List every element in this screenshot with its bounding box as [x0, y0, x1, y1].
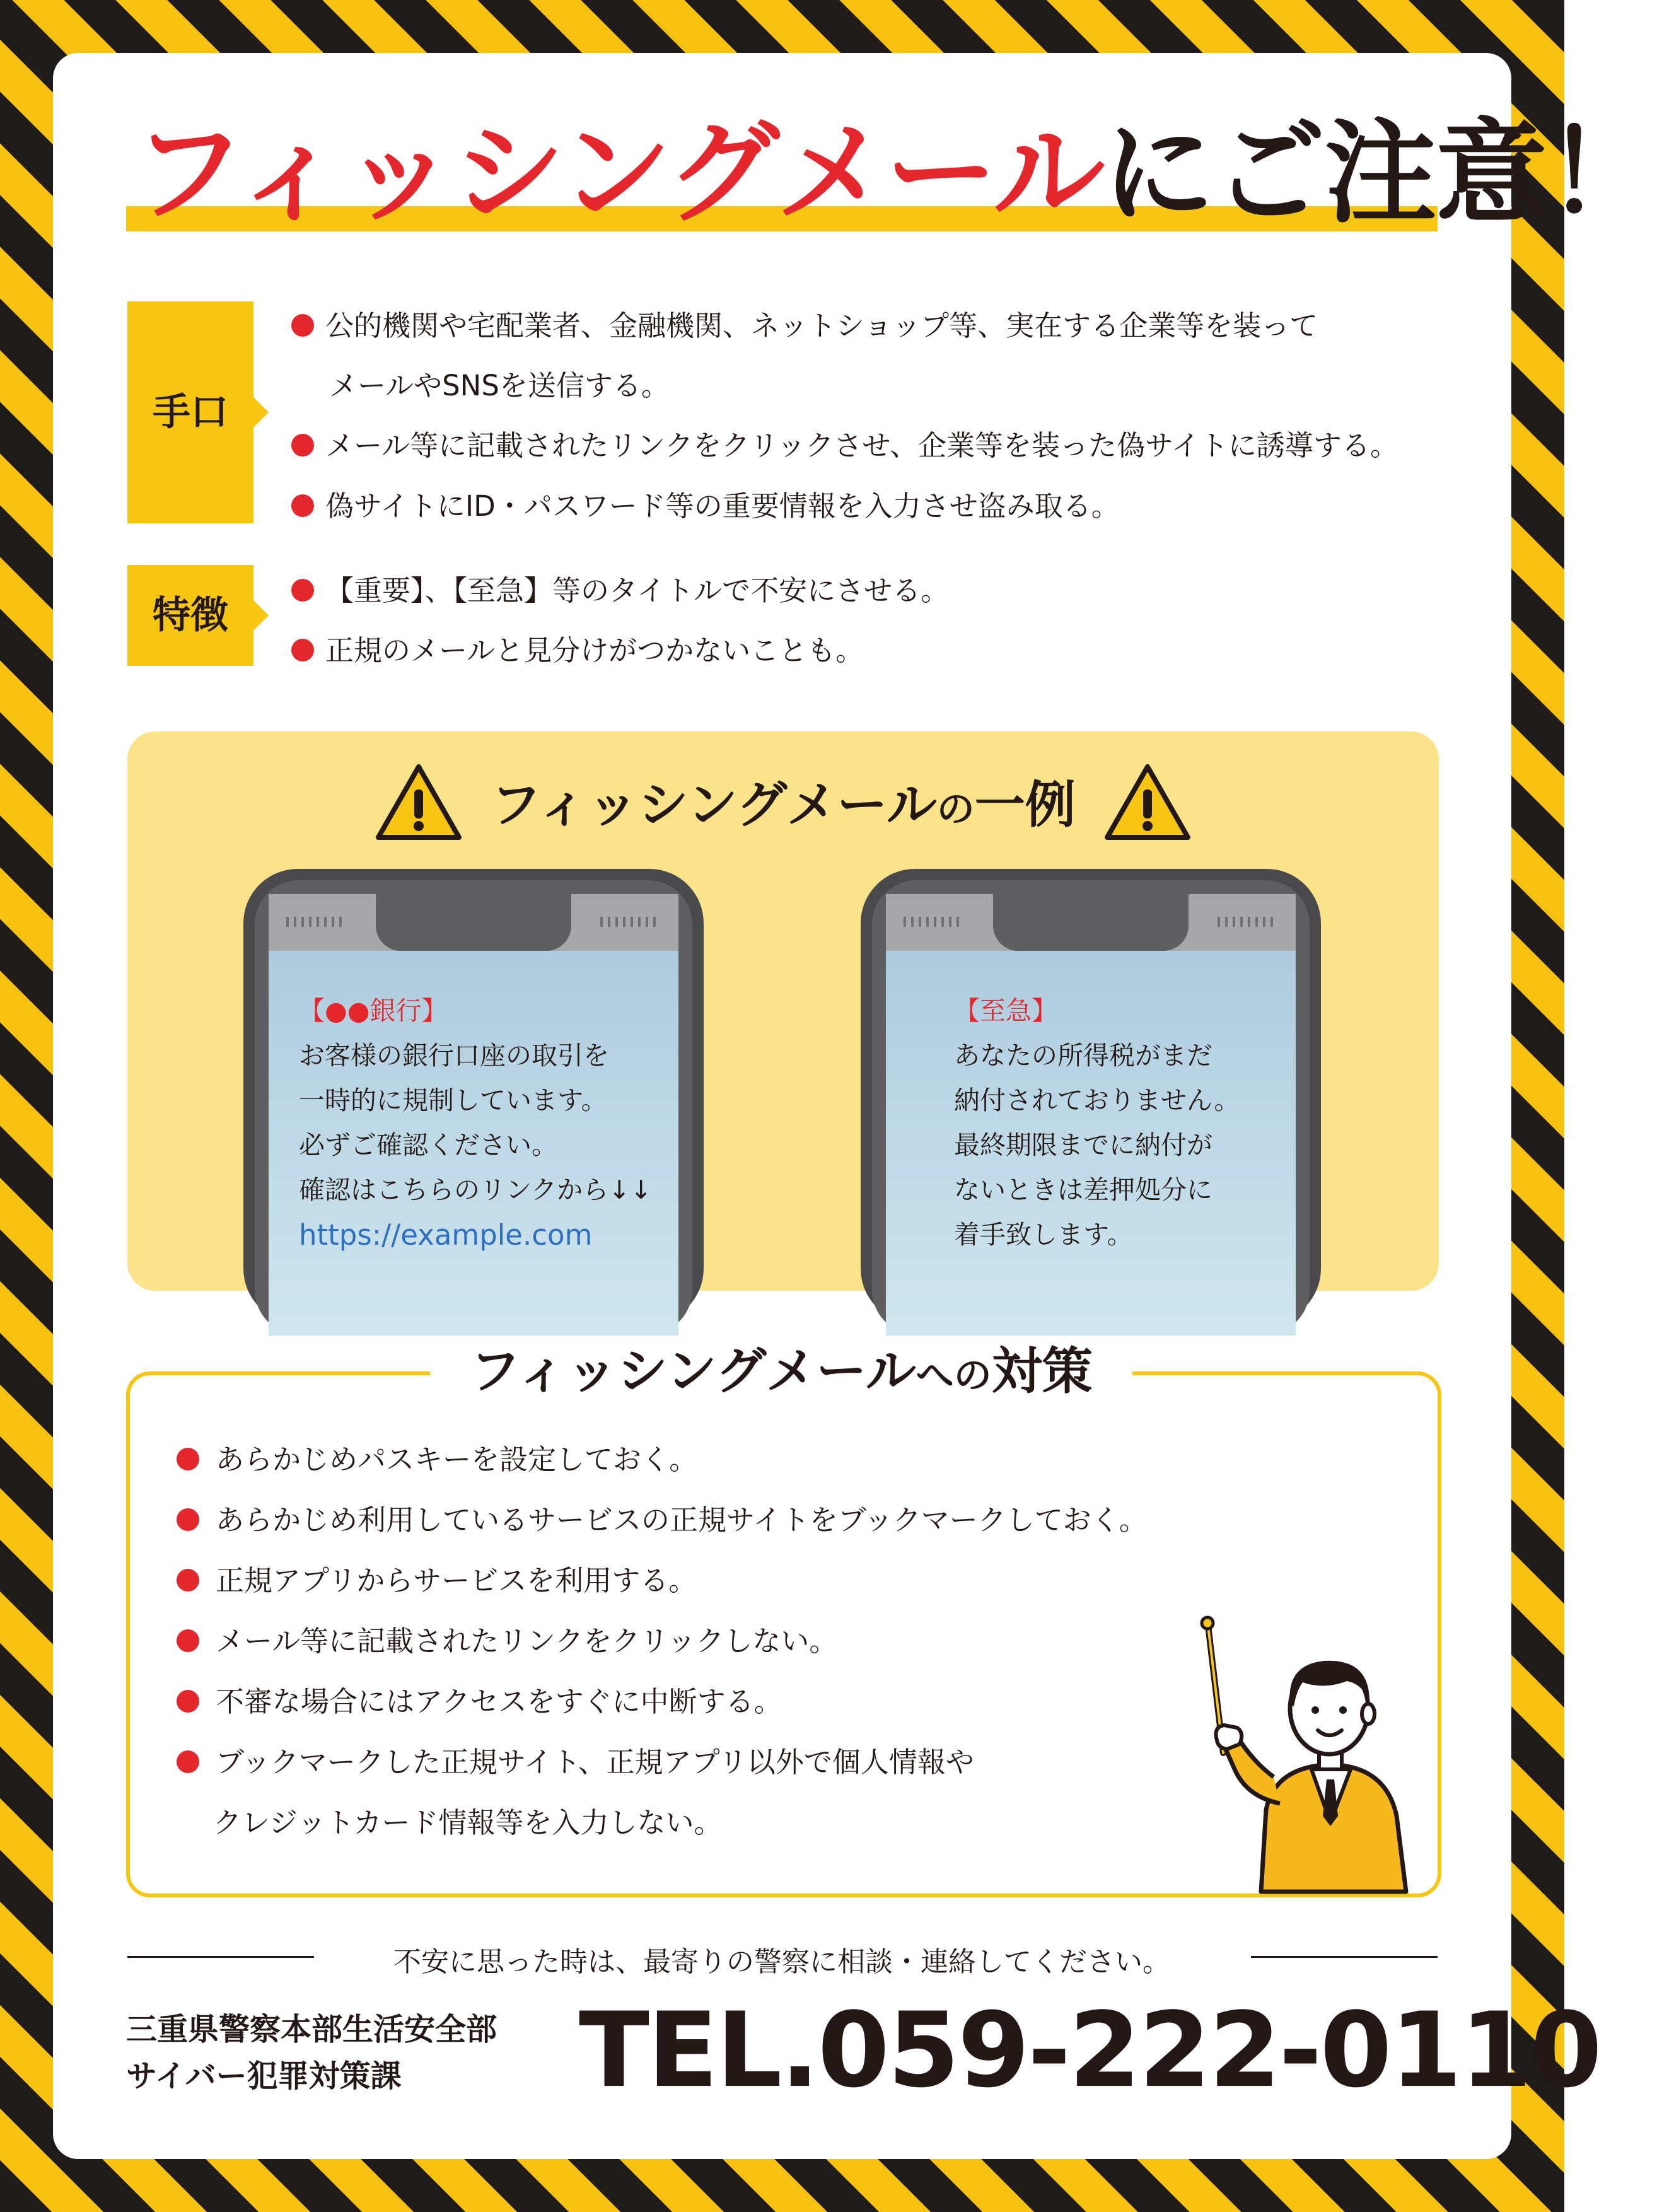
- page-title: [132, 104, 1657, 243]
- tactics-label: 手口: [127, 301, 253, 523]
- speaker-grille: [1218, 917, 1278, 927]
- countermeasure-item: 正規アプリからサービスを利用する。: [177, 1557, 697, 1598]
- tactics-item-1-cont: メールやSNSを送信する。: [329, 369, 670, 402]
- footer-rule-left: [127, 1956, 314, 1958]
- bullet-dot: [291, 579, 314, 602]
- tactics-item-1: 公的機関や宅配業者、金融機関、ネットショップ等、実在する企業等を装って: [291, 303, 1318, 344]
- phone-screen: [269, 894, 678, 1336]
- phone-example-bank: [243, 869, 704, 1323]
- tactics-item-2: メール等に記載されたリンクをクリックさせ、企業等を装った偽サイトに誘導する。: [291, 422, 1398, 463]
- phone-notch: [993, 894, 1189, 951]
- department-line-1: 三重県警察本部生活安全部: [126, 2011, 497, 2047]
- speaker-grille: [904, 917, 964, 927]
- bullet-dot: [177, 1750, 199, 1773]
- features-item-2: 正規のメールと見分けがつかないことも。: [291, 627, 864, 668]
- phone-number[interactable]: TEL.059-222-0110: [579, 1990, 1600, 2110]
- message-tag: 【至急】: [954, 996, 1057, 1026]
- features-item-1: 【重要】、【至急】等のタイトルで不安にさせる。: [291, 568, 949, 608]
- countermeasure-item-cont: クレジットカード情報等を入力しない。: [213, 1806, 723, 1839]
- speaker-grille: [600, 917, 661, 927]
- department-line-2: サイバー犯罪対策課: [126, 2058, 402, 2094]
- tactics-item-3: 偽サイトにID・パスワード等の重要情報を入力させ盗み取る。: [291, 483, 1120, 524]
- phone-example-tax: [861, 869, 1321, 1323]
- businessman-illustration: [1185, 1614, 1412, 1892]
- bullet-dot: [177, 1448, 199, 1470]
- title-red-part: フィッシングメール: [132, 108, 1103, 238]
- countermeasure-item: メール等に記載されたリンクをクリックしない。: [177, 1618, 837, 1659]
- title-black-part: にご注意！: [1102, 108, 1657, 238]
- bullet-dot: [177, 1690, 199, 1713]
- phone-notch: [376, 894, 571, 951]
- countermeasure-item: ブックマークした正規サイト、正規アプリ以外で個人情報や: [177, 1739, 974, 1780]
- bullet-dot: [291, 314, 314, 337]
- bullet-dot: [177, 1569, 199, 1592]
- countermeasure-item: 不審な場合にはアクセスをすぐに中断する。: [177, 1679, 782, 1720]
- message-tag: 【●●銀行】: [299, 996, 448, 1026]
- footer-note: 不安に思った時は、最寄りの警察に相談・連絡してください。: [393, 1946, 1170, 1978]
- countermeasure-item: あらかじめ利用しているサービスの正規サイトをブックマークしておく。: [177, 1497, 1148, 1538]
- speaker-grille: [286, 917, 347, 927]
- bullet-dot: [291, 434, 314, 457]
- countermeasures-heading: フィッシングメールへの対策: [430, 1337, 1132, 1406]
- bullet-dot: [291, 494, 314, 517]
- bullet-dot: [177, 1629, 199, 1652]
- example-heading: フィッシングメールの一例: [491, 776, 1076, 834]
- message-link[interactable]: https://example.com: [299, 1218, 593, 1252]
- countermeasure-item: あらかじめパスキーを設定しておく。: [177, 1436, 697, 1477]
- footer-rule-right: [1251, 1956, 1438, 1958]
- bullet-dot: [177, 1508, 199, 1531]
- bullet-dot: [291, 639, 314, 661]
- phone-screen: [886, 894, 1296, 1336]
- warning-icon: [1103, 763, 1192, 842]
- phishing-message: 【至急】 あなたの所得税がまだ 納付されておりません。 最終期限までに納付が ないときは差押処分に 着手致します。: [954, 989, 1364, 1257]
- phishing-message: 【●●銀行】 お客様の銀行口座の取引を 一時的に規制しています。 必ずご確認ください。 確認はこちらのリンクから↓↓ https://example.com: [299, 989, 709, 1257]
- features-label: 特徴: [127, 565, 253, 666]
- example-section: [127, 731, 1439, 1291]
